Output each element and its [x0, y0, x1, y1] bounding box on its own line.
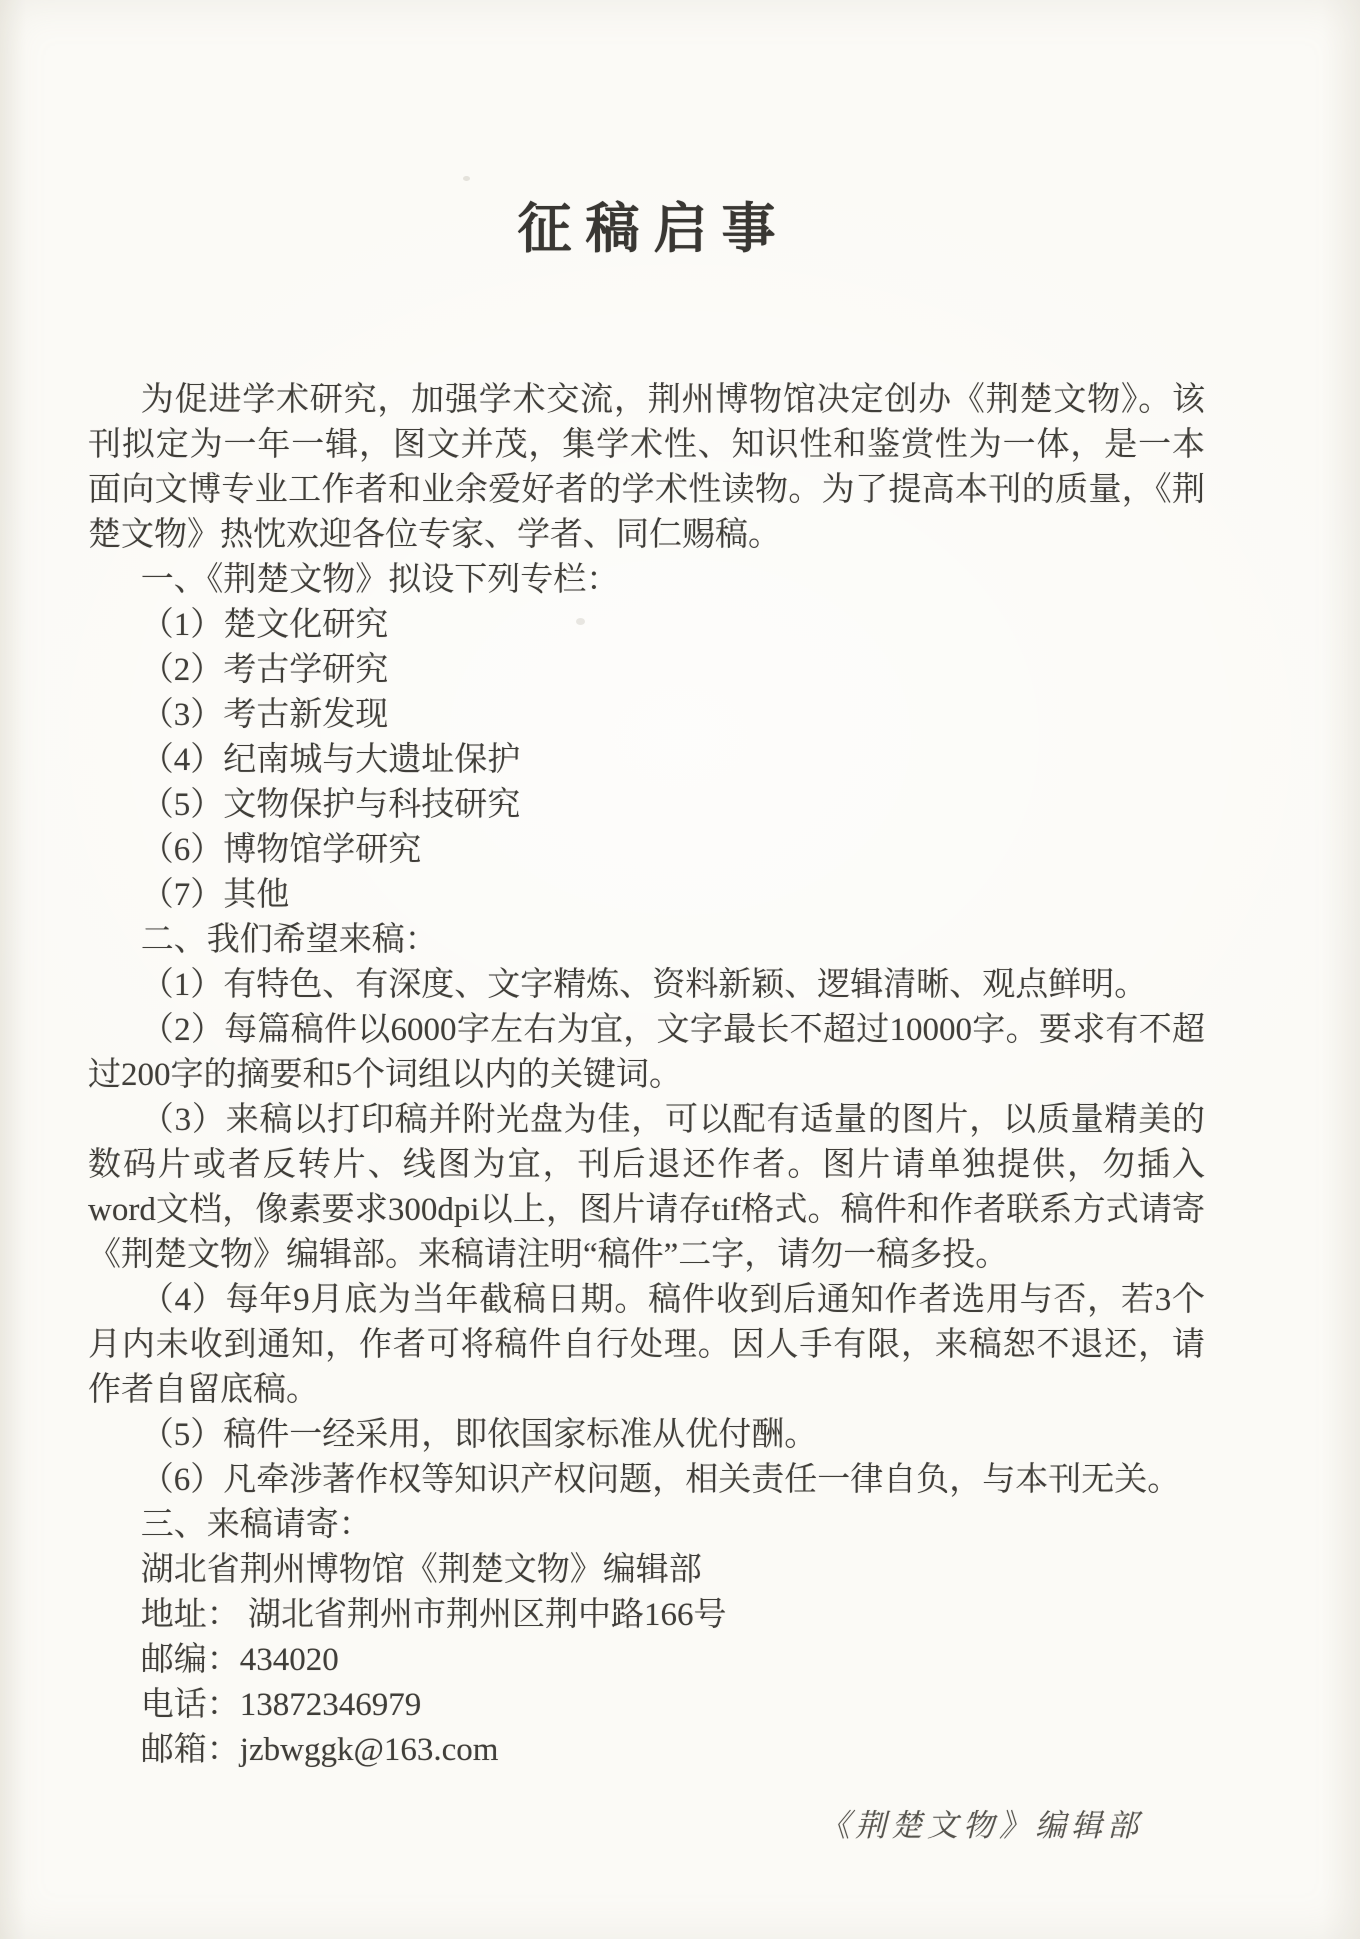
page-title: 征稿启事 [517, 199, 790, 259]
guideline-item-2: （2）每篇稿件以6000字左右为宜，文字最长不超过10000字。要求有不超过200字的摘要和5个词组以内的关键词。 [88, 1012, 1205, 1093]
column-item-4: （4）纪南城与大遗址保护 [140, 742, 521, 778]
column-item-7: （7）其他 [140, 877, 290, 913]
guideline-item-1: （1）有特色、有深度、文字精炼、资料新颖、逻辑清晰、观点鲜明。 [140, 967, 1148, 1003]
guideline-item-3: （3）来稿以打印稿并附光盘为佳，可以配有适量的图片，以质量精美的数码片或者反转片、线图为宜，刊后退还作者。图片请单独提供，勿插入word文档，像素要求300dpi以上，图片请存tif格式。稿件和作者联系方式请寄《荆楚文物》编辑部。来稿请注明“稿件”二字，请勿一稿多投。 [88, 1102, 1205, 1273]
column-item-3: （3）考古新发现 [140, 697, 389, 733]
contact-phone: 电话：13872346979 [140, 1687, 422, 1723]
guideline-item-4: （4）每年9月底为当年截稿日期。稿件收到后通知作者选用与否，若3个月内未收到通知，作者可将稿件自行处理。因人手有限，来稿恕不退还，请作者自留底稿。 [88, 1282, 1205, 1408]
section-2-heading: 二、我们希望来稿： [140, 922, 438, 958]
column-item-1: （1）楚文化研究 [140, 607, 389, 643]
guideline-item-5: （5）稿件一经采用，即依国家标准从优付酬。 [140, 1417, 818, 1453]
section-1-heading: 一、《荆楚文物》拟设下列专栏： [140, 562, 620, 598]
intro-paragraph: 为促进学术研究，加强学术交流，荆州博物馆决定创办《荆楚文物》。该刊拟定为一年一辑，图文并茂，集学术性、知识性和鉴赏性为一体，是一本面向文博专业工作者和业余爱好者的学术性读物。为了提高本刊的质量，《荆楚文物》热忱欢迎各位专家、学者、同仁赐稿。 [88, 382, 1205, 553]
column-item-6: （6）博物馆学研究 [140, 832, 422, 868]
signature: 《荆楚文物》编辑部 [819, 1808, 1143, 1843]
column-item-5: （5）文物保护与科技研究 [140, 787, 521, 823]
contact-email: 邮箱：jzbwggk@163.com [140, 1732, 499, 1768]
column-item-2: （2）考古学研究 [140, 652, 389, 688]
contact-recipient: 湖北省荆州博物馆《荆楚文物》编辑部 [140, 1552, 702, 1588]
contact-address: 地址： 湖北省荆州市荆州区荆中路166号 [140, 1597, 727, 1633]
notice-body [88, 378, 1205, 1848]
contact-postcode: 邮编：434020 [140, 1642, 339, 1678]
section-3-heading: 三、来稿请寄： [140, 1507, 372, 1543]
guideline-item-6: （6）凡牵涉著作权等知识产权问题，相关责任一律自负，与本刊无关。 [140, 1462, 1181, 1498]
